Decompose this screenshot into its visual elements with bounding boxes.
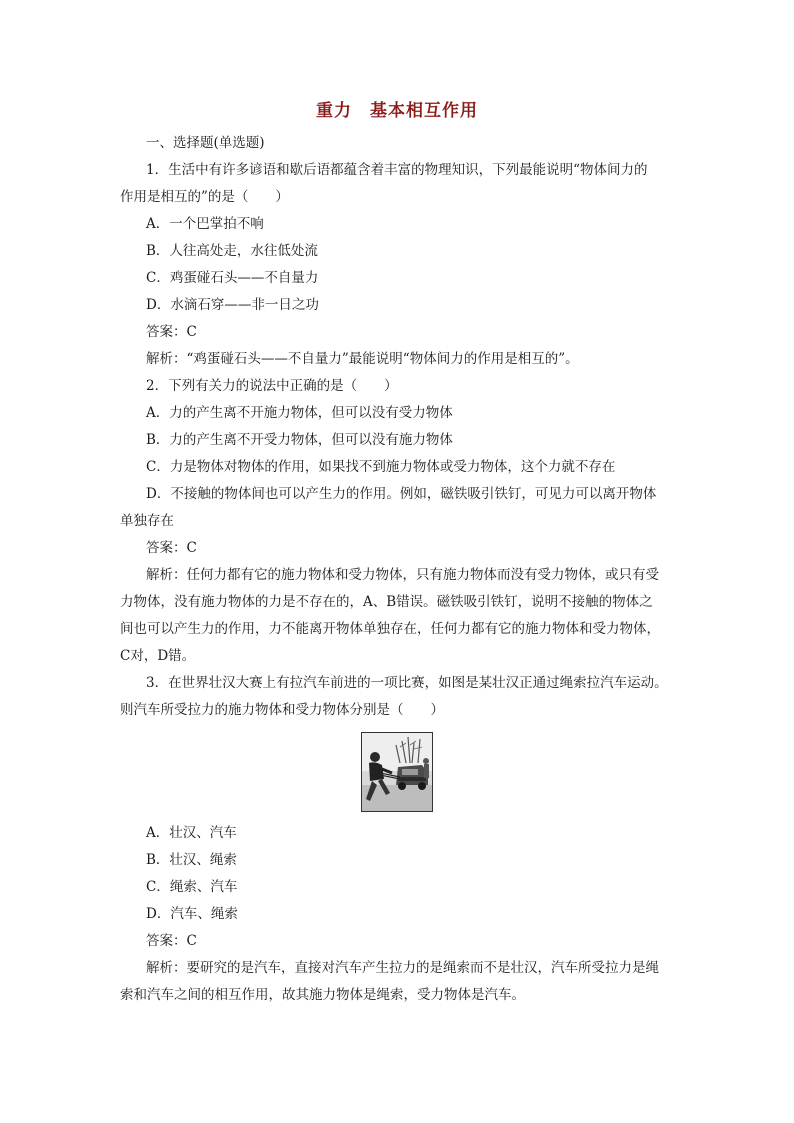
q2-option-d-cont: 单独存在	[120, 513, 174, 529]
q1-option-c: C．鸡蛋碰石头——不自量力	[146, 270, 319, 286]
q1-option-b: B．人往高处走，水往低处流	[146, 243, 318, 259]
q2-option-b: B．力的产生离不开受力物体，但可以没有施力物体	[146, 432, 453, 448]
q2-analysis: 解析：任何力都有它的施力物体和受力物体，只有施力物体而没有受力物体，或只有受	[146, 567, 659, 583]
q3-analysis-cont: 索和汽车之间的相互作用，故其施力物体是绳索，受力物体是汽车。	[120, 987, 525, 1003]
q2-stem: 2．下列有关力的说法中正确的是（ ）	[146, 378, 398, 394]
q1-stem-cont: 作用是相互的”的是（ ）	[120, 189, 289, 205]
q1-option-d: D．水滴石穿——非一日之功	[146, 297, 319, 313]
q2-analysis-cont: 间也可以产生力的作用，力不能离开物体单独存在，任何力都有它的施力物体和受力物体，	[120, 621, 660, 637]
q3-answer: 答案：C	[146, 933, 197, 949]
q3-option-b: B．壮汉、绳索	[146, 852, 237, 868]
q3-option-c: C．绳索、汽车	[146, 879, 238, 895]
page-title: 重力 基本相互作用	[316, 101, 478, 121]
q1-analysis: 解析：“鸡蛋碰石头——不自量力”最能说明“物体间力的作用是相互的”。	[146, 351, 579, 367]
q2-option-a: A．力的产生离不开施力物体，但可以没有受力物体	[146, 405, 453, 421]
q2-option-d: D．不接触的物体间也可以产生力的作用。例如，磁铁吸引铁钉，可见力可以离开物体	[146, 486, 657, 502]
q3-option-d: D．汽车、绳索	[146, 906, 238, 922]
q2-analysis-cont: C对，D错。	[120, 648, 196, 664]
q1-answer: 答案：C	[146, 324, 197, 340]
q3-stem-cont: 则汽车所受拉力的施力物体和受力物体分别是（ ）	[120, 702, 444, 718]
strongman-pulling-car-illustration	[362, 733, 432, 811]
q2-answer: 答案：C	[146, 540, 197, 556]
q3-option-a: A．壮汉、汽车	[146, 825, 237, 841]
q2-analysis-cont: 力物体，没有施力物体的力是不存在的，A、B错误。磁铁吸引铁钉，说明不接触的物体之	[120, 594, 653, 610]
section-heading: 一、选择题(单选题)	[146, 135, 265, 151]
q2-option-c: C．力是物体对物体的作用，如果找不到施力物体或受力物体，这个力就不存在	[146, 459, 616, 475]
q3-stem: 3．在世界壮汉大赛上有拉汽车前进的一项比赛，如图是某壮汉正通过绳索拉汽车运动。	[146, 675, 668, 691]
strongman-pulling-car-image	[361, 732, 433, 812]
q3-analysis: 解析：要研究的是汽车，直接对汽车产生拉力的是绳索而不是壮汉，汽车所受拉力是绳	[146, 960, 659, 976]
q1-stem: 1．生活中有许多谚语和歇后语都蕴含着丰富的物理知识，下列最能说明“物体间力的	[146, 162, 648, 178]
q1-option-a: A．一个巴掌拍不响	[146, 216, 264, 232]
